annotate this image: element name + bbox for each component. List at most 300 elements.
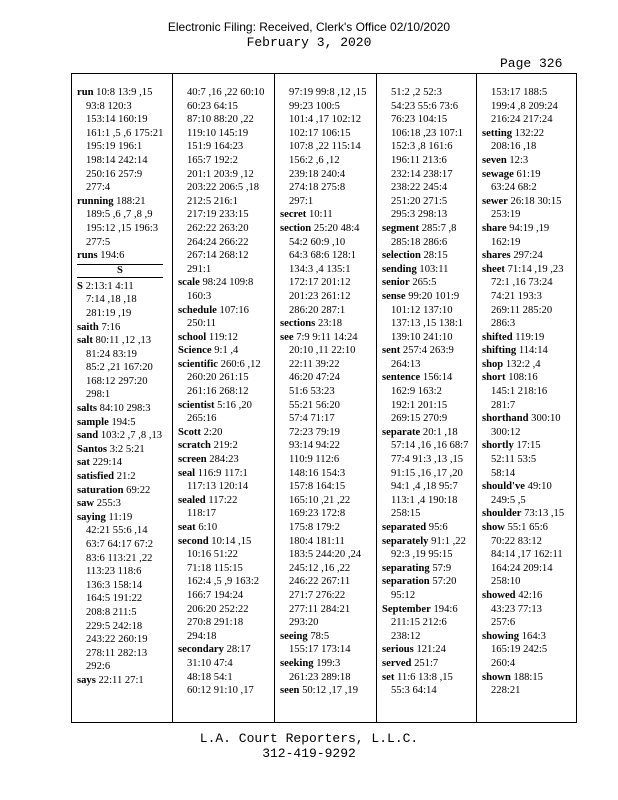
index-entry [280, 317, 376, 331]
index-continuation: 257:6 [491, 617, 516, 629]
index-entry [77, 249, 173, 263]
index-term: section [280, 222, 312, 234]
index-entry [482, 371, 578, 385]
index-continuation: 195:12 ,15 196:3 [86, 222, 159, 234]
index-entry [482, 480, 578, 494]
index-term: sewer [482, 195, 508, 207]
index-continuation: 198:14 242:14 [86, 154, 148, 166]
index-continuation: 95:12 [391, 589, 416, 601]
index-term: sand [77, 430, 99, 442]
index-continuation: 63:24 68:2 [491, 182, 537, 194]
index-continuation: 298:1 [86, 389, 111, 401]
index-continuation: 71:18 115:15 [187, 562, 243, 574]
index-references: 9:1 ,4 [214, 345, 239, 357]
index-continuation: 261:23 289:18 [289, 671, 351, 683]
index-continuation: 160:3 [187, 290, 212, 302]
index-continuation: 201:23 261:12 [289, 290, 351, 302]
index-references: 80:11 ,12 ,13 [95, 335, 152, 347]
index-term: sense [382, 290, 406, 302]
index-entry [482, 439, 578, 453]
index-entry [178, 453, 274, 467]
index-continuation: 22:11 39:22 [289, 358, 340, 370]
index-term: seat [178, 522, 196, 533]
index-continuation: 168:12 297:20 [86, 375, 148, 387]
index-term: saw [77, 498, 95, 510]
index-entry [482, 521, 578, 535]
index-references: 108:16 [508, 372, 538, 384]
index-entry [77, 456, 173, 470]
index-entry [178, 304, 274, 318]
index-continuation: 117:13 120:14 [187, 481, 249, 493]
index-column-4 [382, 86, 478, 698]
index-column-3 [280, 86, 376, 698]
index-continuation: 72:1 ,16 73:24 [491, 277, 553, 289]
index-references: 98:24 109:8 [202, 277, 254, 289]
index-continuation: 245:12 ,16 ,22 [289, 562, 351, 574]
index-term: satisfied [77, 471, 115, 483]
index-continuation: 239:18 240:4 [289, 168, 346, 180]
index-term: set [382, 671, 395, 683]
index-continuation: 55:21 56:20 [289, 399, 340, 411]
index-term: Santos [77, 443, 108, 455]
index-entry [382, 521, 478, 535]
index-term: shown [482, 671, 511, 683]
index-continuation: 84:14 ,17 162:11 [491, 549, 563, 561]
index-entry [382, 671, 478, 685]
index-entry [382, 535, 478, 549]
section-letter-header: S [77, 264, 163, 278]
index-references: 99:20 101:9 [408, 290, 460, 302]
index-references: 257:4 263:9 [402, 345, 454, 357]
index-continuation: 216:24 217:24 [491, 114, 553, 126]
index-references: 78:5 [310, 630, 330, 642]
index-continuation: 249:5 ,5 [491, 494, 526, 506]
index-continuation: 57:4 71:17 [289, 413, 335, 425]
index-references: 6:10 [198, 522, 218, 533]
index-references: 121:24 [416, 644, 446, 656]
index-references: 114:14 [518, 345, 548, 357]
index-continuation: 54:23 55:6 73:6 [391, 100, 459, 112]
index-continuation: 228:21 [491, 685, 521, 697]
index-entry [77, 321, 173, 335]
index-references: 132:22 [514, 127, 545, 139]
index-continuation: 77:4 91:3 ,13 ,15 [391, 454, 464, 466]
index-continuation: 113:23 118:6 [86, 566, 142, 578]
index-continuation: 157:8 164:15 [289, 481, 346, 493]
index-entry [382, 276, 478, 290]
index-references: 260:6 ,12 [220, 358, 261, 370]
index-term: run [77, 87, 94, 98]
index-entry [382, 603, 478, 617]
index-term: sentence [382, 372, 421, 384]
index-term: shorthand [482, 413, 529, 425]
index-entry [280, 222, 376, 236]
index-references: 55:1 65:6 [507, 522, 548, 533]
index-references: 94:19 ,19 [509, 222, 550, 234]
index-continuation: 20:10 ,11 22:10 [289, 345, 356, 357]
index-continuation: 192:1 201:15 [391, 399, 448, 411]
index-continuation: 297:1 [289, 195, 314, 207]
index-references: 255:3 [96, 498, 121, 510]
index-term: shoulder [482, 508, 522, 520]
index-term: screen [178, 454, 207, 466]
index-continuation: 189:5 ,6 ,7 ,8 ,9 [86, 209, 153, 221]
index-term: separated [382, 522, 427, 533]
index-term: seeking [280, 657, 314, 669]
index-term: shares [482, 250, 511, 262]
index-entry [77, 470, 173, 484]
index-references: 5:16 ,20 [217, 399, 252, 411]
index-entry [382, 263, 478, 277]
index-references: 194:6 [100, 250, 125, 262]
index-references: 7:9 9:11 14:24 [296, 331, 358, 343]
index-continuation: 229:5 242:18 [86, 620, 143, 632]
index-entry [482, 249, 578, 263]
index-term: salts [77, 403, 98, 415]
index-references: 10:14 ,15 [211, 535, 252, 547]
index-references: 188:21 [116, 195, 146, 207]
index-continuation: 148:16 154:3 [289, 467, 346, 479]
index-references: 57:20 [432, 576, 457, 588]
index-term: short [482, 372, 506, 384]
index-term: shortly [482, 440, 514, 452]
index-column-2 [178, 86, 274, 698]
index-continuation: 94:1 ,4 ,18 95:7 [391, 481, 458, 493]
index-term: school [178, 331, 207, 343]
index-references: 17:15 [516, 440, 541, 452]
index-term: secondary [178, 644, 224, 656]
index-continuation: 145:1 218:16 [491, 386, 548, 398]
index-references: 84:10 298:3 [99, 403, 151, 415]
index-references: 61:19 [516, 168, 541, 180]
index-references: 132:2 ,4 [505, 358, 541, 370]
index-references: 95:6 [428, 522, 448, 533]
index-continuation: 232:14 238:17 [391, 168, 453, 180]
index-references: 116:9 117:1 [197, 467, 248, 479]
index-references: 3:2 5:21 [109, 443, 145, 455]
index-term: showing [482, 630, 520, 642]
index-term: seal [178, 467, 196, 479]
index-continuation: 46:20 47:24 [289, 372, 340, 384]
index-continuation: 113:1 ,4 190:18 [391, 494, 458, 506]
index-entry [77, 402, 173, 416]
index-continuation: 76:23 104:15 [391, 114, 448, 126]
index-term: scientist [178, 399, 215, 411]
index-continuation: 81:24 83:19 [86, 348, 137, 360]
index-entry [178, 439, 274, 453]
index-continuation: 55:3 64:14 [391, 685, 437, 697]
index-term: selection [382, 250, 421, 262]
index-references: 12:3 [509, 154, 529, 166]
index-continuation: 162:4 ,5 ,9 163:2 [187, 576, 260, 588]
index-continuation: 260:4 [491, 657, 516, 669]
index-continuation: 206:20 252:22 [187, 603, 249, 615]
index-continuation: 101:12 137:10 [391, 304, 453, 316]
index-term: seeing [280, 630, 308, 642]
index-references: 119:19 [515, 331, 545, 343]
index-continuation: 180:4 181:11 [289, 535, 345, 547]
index-references: 10:8 13:9 ,15 [96, 87, 153, 98]
index-entry [382, 426, 478, 440]
index-term: Science [178, 345, 212, 357]
index-references: 23:18 [317, 318, 343, 330]
index-entry [77, 497, 173, 511]
index-continuation: 175:8 179:2 [289, 522, 340, 533]
index-entry [77, 511, 173, 525]
index-term: Scott [178, 426, 201, 438]
index-continuation: 164:24 209:14 [491, 562, 553, 574]
index-term: scratch [178, 440, 211, 452]
index-continuation: 250:16 257:9 [86, 168, 143, 180]
index-term: separate [382, 426, 421, 438]
index-entry [482, 331, 578, 345]
index-continuation: 165:10 ,21 ,22 [289, 494, 351, 506]
index-references: 25:20 48:4 [313, 222, 360, 234]
index-continuation: 217:19 233:15 [187, 209, 249, 221]
index-continuation: 281:19 ,19 [86, 307, 132, 319]
index-continuation: 265:16 [187, 413, 217, 425]
index-continuation: 208:8 211:5 [86, 606, 137, 618]
index-term: schedule [178, 304, 217, 316]
index-references: 117:22 [208, 494, 238, 506]
index-continuation: 87:10 88:20 ,22 [187, 114, 254, 126]
index-continuation: 183:5 244:20 ,24 [289, 549, 362, 561]
index-continuation: 64:3 68:6 128:1 [289, 250, 357, 262]
index-continuation: 57:14 ,16 ,16 68:7 [391, 440, 469, 452]
index-continuation: 277:5 [86, 236, 111, 248]
index-references: 297:24 [513, 250, 543, 262]
index-term: see [280, 331, 294, 343]
index-references: 103:11 [419, 263, 449, 275]
index-references: 49:10 [527, 481, 552, 493]
index-entry [178, 494, 274, 508]
index-entry [77, 195, 173, 209]
index-entry [382, 657, 478, 671]
index-continuation: 196:11 213:6 [391, 154, 447, 166]
index-references: 28:17 [226, 644, 251, 656]
index-references: 7:16 [101, 321, 121, 333]
index-continuation: 201:1 203:9 ,12 [187, 168, 254, 180]
index-entry [482, 671, 578, 685]
index-continuation: 264:24 266:22 [187, 236, 249, 248]
index-continuation: 52:11 53:5 [491, 454, 537, 466]
index-term: September [382, 603, 431, 615]
index-term: serious [382, 644, 414, 656]
index-entry [482, 589, 578, 603]
index-term: sections [280, 318, 316, 330]
index-continuation: 162:19 [491, 236, 521, 248]
index-continuation: 203:22 206:5 ,18 [187, 182, 260, 194]
index-term: saturation [77, 484, 124, 496]
index-continuation: 43:23 77:13 [491, 603, 542, 615]
index-term: seen [280, 685, 300, 697]
index-entry [482, 507, 578, 521]
index-continuation: 102:17 106:15 [289, 127, 351, 139]
index-term: scale [178, 277, 200, 289]
index-entry [178, 521, 274, 535]
index-term: shifting [482, 345, 517, 357]
index-entry [178, 399, 274, 413]
index-references: 22:11 27:1 [98, 674, 144, 686]
index-references: 71:14 ,19 ,23 [507, 263, 564, 275]
index-term: sent [382, 345, 401, 357]
index-continuation: 300:12 [491, 426, 521, 438]
index-continuation: 51:6 53:23 [289, 386, 335, 398]
index-continuation: 134:3 ,4 135:1 [289, 263, 351, 275]
index-term: running [77, 195, 114, 207]
index-term: secret [280, 209, 307, 221]
index-entry [382, 562, 478, 576]
index-continuation: 293:20 [289, 617, 319, 629]
index-entry [280, 208, 376, 222]
index-term: sheet [482, 263, 505, 275]
index-continuation: 251:20 271:5 [391, 195, 448, 207]
index-term: says [77, 674, 96, 686]
index-references: 119:12 [208, 331, 238, 343]
index-continuation: 269:11 285:20 [491, 304, 553, 316]
index-references: 156:14 [422, 372, 453, 384]
index-references: 69:22 [126, 484, 151, 496]
index-continuation: 156:2 ,6 ,12 [289, 154, 340, 166]
index-entry [77, 334, 173, 348]
index-references: 57:9 [432, 562, 452, 574]
index-references: 284:23 [209, 454, 239, 466]
index-references: 285:7 ,8 [421, 222, 457, 234]
index-continuation: 97:19 99:8 ,12 ,15 [289, 87, 367, 98]
index-references: 107:16 [219, 304, 249, 316]
index-continuation: 48:18 54:1 [187, 671, 233, 683]
index-entry [280, 657, 376, 671]
index-continuation: 208:16 ,18 [491, 141, 537, 153]
index-term: sat [77, 457, 90, 469]
index-column-5 [482, 86, 578, 698]
index-term: saying [77, 511, 106, 523]
index-continuation: 258:15 [391, 508, 421, 520]
index-continuation: 277:11 284:21 [289, 603, 351, 615]
index-term: should've [482, 481, 525, 493]
index-continuation: 271:7 276:22 [289, 589, 346, 601]
index-continuation: 153:17 188:5 [491, 87, 548, 98]
index-term: sewage [482, 168, 514, 180]
index-continuation: 199:4 ,8 209:24 [491, 100, 558, 112]
index-entry [382, 222, 478, 236]
index-continuation: 63:7 64:17 67:2 [86, 539, 154, 550]
index-continuation: 153:14 160:19 [86, 114, 148, 126]
index-term: saith [77, 321, 99, 333]
index-continuation: 250:11 [187, 318, 217, 330]
index-continuation: 70:22 83:12 [491, 535, 542, 547]
index-continuation: 211:15 212:6 [391, 617, 447, 629]
index-continuation: 246:22 267:11 [289, 576, 351, 588]
index-continuation: 137:13 ,15 138:1 [391, 318, 464, 330]
index-continuation: 258:10 [491, 576, 521, 588]
index-entry [482, 263, 578, 277]
index-references: 73:13 ,15 [524, 508, 565, 520]
index-continuation: 31:10 47:4 [187, 657, 233, 669]
index-references: 188:15 [513, 671, 543, 683]
index-continuation: 119:10 145:19 [187, 127, 249, 139]
index-continuation: 169:23 172:8 [289, 508, 346, 520]
index-continuation: 72:23 79:19 [289, 426, 340, 438]
index-term: shifted [482, 331, 513, 343]
index-term: sending [382, 263, 417, 275]
index-continuation: 110:9 112:6 [289, 454, 340, 466]
index-continuation: 51:2 ,2 52:3 [391, 87, 442, 98]
index-continuation: 91:15 ,16 ,17 ,20 [391, 467, 463, 479]
index-continuation: 278:11 282:13 [86, 647, 148, 659]
index-entry [178, 643, 274, 657]
index-term: scientific [178, 358, 219, 370]
index-references: 219:2 [213, 440, 238, 452]
index-term: S [77, 280, 83, 292]
index-entry [178, 344, 274, 358]
index-continuation: 281:7 [491, 399, 516, 411]
index-entry [77, 429, 173, 443]
index-term: seven [482, 154, 507, 166]
column-divider [274, 74, 275, 722]
index-entry [482, 222, 578, 236]
index-continuation: 7:14 ,18 ,18 [86, 294, 137, 306]
column-divider [376, 74, 377, 722]
index-continuation: 166:7 194:24 [187, 589, 244, 601]
index-references: 28:15 [423, 250, 448, 262]
index-references: 194:5 [111, 416, 136, 428]
index-entry [482, 358, 578, 372]
index-continuation: 161:1 ,5 ,6 175:21 [86, 127, 164, 139]
index-references: 20:1 ,18 [422, 426, 458, 438]
index-column-1 [77, 86, 173, 688]
index-entry [178, 535, 274, 549]
index-continuation: 291:1 [187, 263, 212, 275]
index-continuation: 10:16 51:22 [187, 549, 238, 561]
index-entry [382, 249, 478, 263]
index-continuation: 139:10 241:10 [391, 331, 453, 343]
filing-date: February 3, 2020 [246, 35, 372, 50]
index-term: showed [482, 589, 516, 601]
index-references: 42:16 [518, 589, 543, 601]
index-continuation: 238:22 245:4 [391, 182, 448, 194]
index-continuation: 274:18 275:8 [289, 182, 346, 194]
index-continuation: 262:22 263:20 [187, 222, 249, 234]
index-continuation: 165:7 192:2 [187, 154, 238, 166]
index-entry [482, 195, 578, 209]
index-term: salt [77, 335, 93, 347]
index-continuation: 151:9 164:23 [187, 141, 244, 153]
index-continuation: 243:22 260:19 [86, 634, 148, 646]
index-entry [382, 371, 478, 385]
index-entry [280, 331, 376, 345]
index-term: separating [382, 562, 430, 574]
index-term: segment [382, 222, 420, 234]
index-continuation: 101:4 ,17 102:12 [289, 114, 362, 126]
index-continuation: 58:14 [491, 467, 516, 479]
index-continuation: 106:18 ,23 107:1 [391, 127, 464, 139]
index-continuation: 165:19 242:5 [491, 644, 548, 656]
index-references: 199:3 [316, 657, 341, 669]
index-references: 194:6 [433, 603, 458, 615]
index-references: 2:20 [203, 426, 223, 438]
index-continuation: 93:8 120:3 [86, 100, 132, 112]
index-continuation: 260:20 261:15 [187, 372, 249, 384]
index-entry [482, 630, 578, 644]
index-term: sample [77, 416, 109, 428]
index-term: sealed [178, 494, 206, 506]
index-continuation: 253:19 [491, 209, 521, 221]
index-references: 103:2 ,7 ,8 ,13 [100, 430, 163, 442]
index-references: 10:11 [308, 209, 333, 221]
index-continuation: 162:9 163:2 [391, 386, 442, 398]
index-entry [482, 154, 578, 168]
